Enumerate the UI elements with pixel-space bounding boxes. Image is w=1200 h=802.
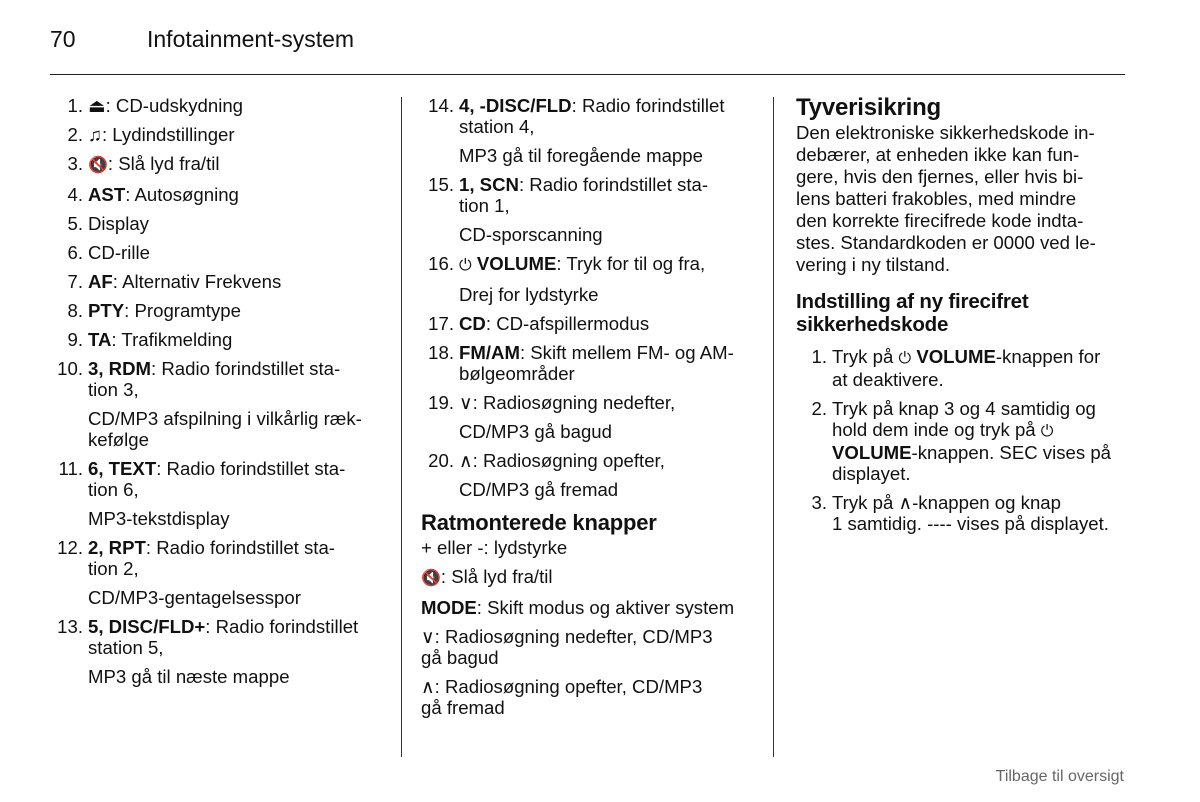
mute-icon: 🔇 bbox=[88, 157, 108, 174]
wheel-mute-text: 🔇: Slå lyd fra/til bbox=[421, 566, 553, 587]
chevron-up-icon: ∧ bbox=[898, 492, 913, 513]
list-item: 16. ⏻ VOLUME: Tryk for til og fra, Drej for lydstyrke bbox=[428, 253, 706, 305]
column-2 bbox=[421, 95, 761, 726]
list-item: 19. ∨: Radiosøgning nedefter, CD/MP3 gå bagud bbox=[428, 392, 676, 442]
list-item: 3. 🔇: Slå lyd fra/til bbox=[67, 153, 220, 174]
wheel-mode-text: MODE: Skift modus og aktiver system bbox=[421, 597, 735, 618]
page-title: Infotainment-system bbox=[147, 26, 355, 52]
list-item: 7. AF: Alternativ Frekvens bbox=[67, 271, 282, 292]
list-item: 9. TA: Trafikmelding bbox=[67, 329, 233, 350]
column-divider-2 bbox=[773, 97, 774, 757]
list-item: 4. AST: Autosøgning bbox=[67, 184, 239, 205]
list-item: 8. PTY: Programtype bbox=[67, 300, 241, 321]
list-item: 1. ⏏: CD-udskydning bbox=[67, 95, 244, 116]
list-item: 14. 4, -DISC/FLD: Radio forindstillet station 4, MP3 gå til foregående mappe bbox=[428, 95, 725, 166]
step-item: 1. Tryk på ⏻ VOLUME-knappen for at deaktivere. bbox=[811, 346, 1101, 390]
list-item: 20. ∧: Radiosøgning opefter, CD/MP3 gå fremad bbox=[428, 450, 665, 500]
mute-icon: 🔇 bbox=[421, 570, 441, 587]
power-icon: ⏻ bbox=[459, 257, 472, 274]
column-1 bbox=[50, 95, 385, 695]
header-rule bbox=[50, 74, 1125, 75]
list-item: 6. CD-rille bbox=[67, 242, 150, 263]
step-item: 2. Tryk på knap 3 og 4 samtidig og hold dem inde og tryk på ⏻ VOLUME-knappen. SEC vises på displayet. bbox=[811, 398, 1112, 484]
power-icon: ⏻ bbox=[1040, 423, 1054, 440]
wheel-up-text: ∧: Radiosøgning opefter, CD/MP3 gå fremad bbox=[421, 676, 703, 718]
list-item: 18. FM/AM: Skift mellem FM- og AM- bølgeområder bbox=[428, 342, 734, 384]
chevron-down-icon: ∨ bbox=[459, 392, 473, 413]
list-item: 5. Display bbox=[67, 213, 149, 234]
list-item: 13. 5, DISC/FLD+: Radio forindstillet station 5, MP3 gå til næste mappe bbox=[57, 616, 359, 687]
column-divider-1 bbox=[401, 97, 402, 757]
list-item: 17. CD: CD-afspillermodus bbox=[428, 313, 650, 334]
page-header bbox=[50, 26, 1125, 76]
eject-icon: ⏏ bbox=[88, 95, 106, 116]
back-to-overview-link[interactable]: Tilbage til oversigt bbox=[995, 768, 1124, 785]
list-item: 15. 1, SCN: Radio forindstillet sta- tion 1, CD-sporscanning bbox=[428, 174, 709, 245]
section-heading: Tyverisikring bbox=[796, 94, 942, 121]
wheel-down-text: ∨: Radiosøgning nedefter, CD/MP3 gå bagud bbox=[421, 626, 713, 668]
list-item: 2. ♫: Lydindstillinger bbox=[67, 124, 235, 145]
page-number: 70 bbox=[50, 26, 76, 52]
power-icon: ⏻ bbox=[898, 350, 912, 367]
list-item: 11. 6, TEXT: Radio forindstillet sta- tion 6, MP3-tekstdisplay bbox=[58, 458, 346, 529]
chevron-down-icon: ∨ bbox=[421, 626, 435, 647]
section-heading: Ratmonterede knapper bbox=[421, 510, 657, 535]
music-note-icon: ♫ bbox=[88, 124, 102, 145]
list-item: 10. 3, RDM: Radio forindstillet sta- tion 3, CD/MP3 afspilning i vilkårlig ræk- kefølge bbox=[57, 358, 362, 450]
list-item: 12. 2, RPT: Radio forindstillet sta- tion 2, CD/MP3-gentagelsesspor bbox=[57, 537, 335, 608]
chevron-up-icon: ∧ bbox=[421, 676, 435, 697]
wheel-volume-text: + eller -: lydstyrke bbox=[421, 537, 568, 558]
subsection-heading: Indstilling af ny firecifret sikkerhedskode bbox=[796, 290, 1029, 336]
chevron-up-icon: ∧ bbox=[459, 450, 473, 471]
column-3 bbox=[796, 95, 1128, 542]
step-item: 3. Tryk på ∧-knappen og knap 1 samtidig. ---- vises på displayet. bbox=[811, 492, 1109, 534]
anti-theft-paragraph: Den elektroniske sikkerhedskode in- debærer, at enheden ikke kan fun- gere, hvis den fjernes, eller hvis bi- lens batteri frakobles, med mindre den korrekte firecifrede kode indta- stes. Standardkoden er 0000 ved le- vering i ny tilstand. bbox=[796, 122, 1096, 275]
